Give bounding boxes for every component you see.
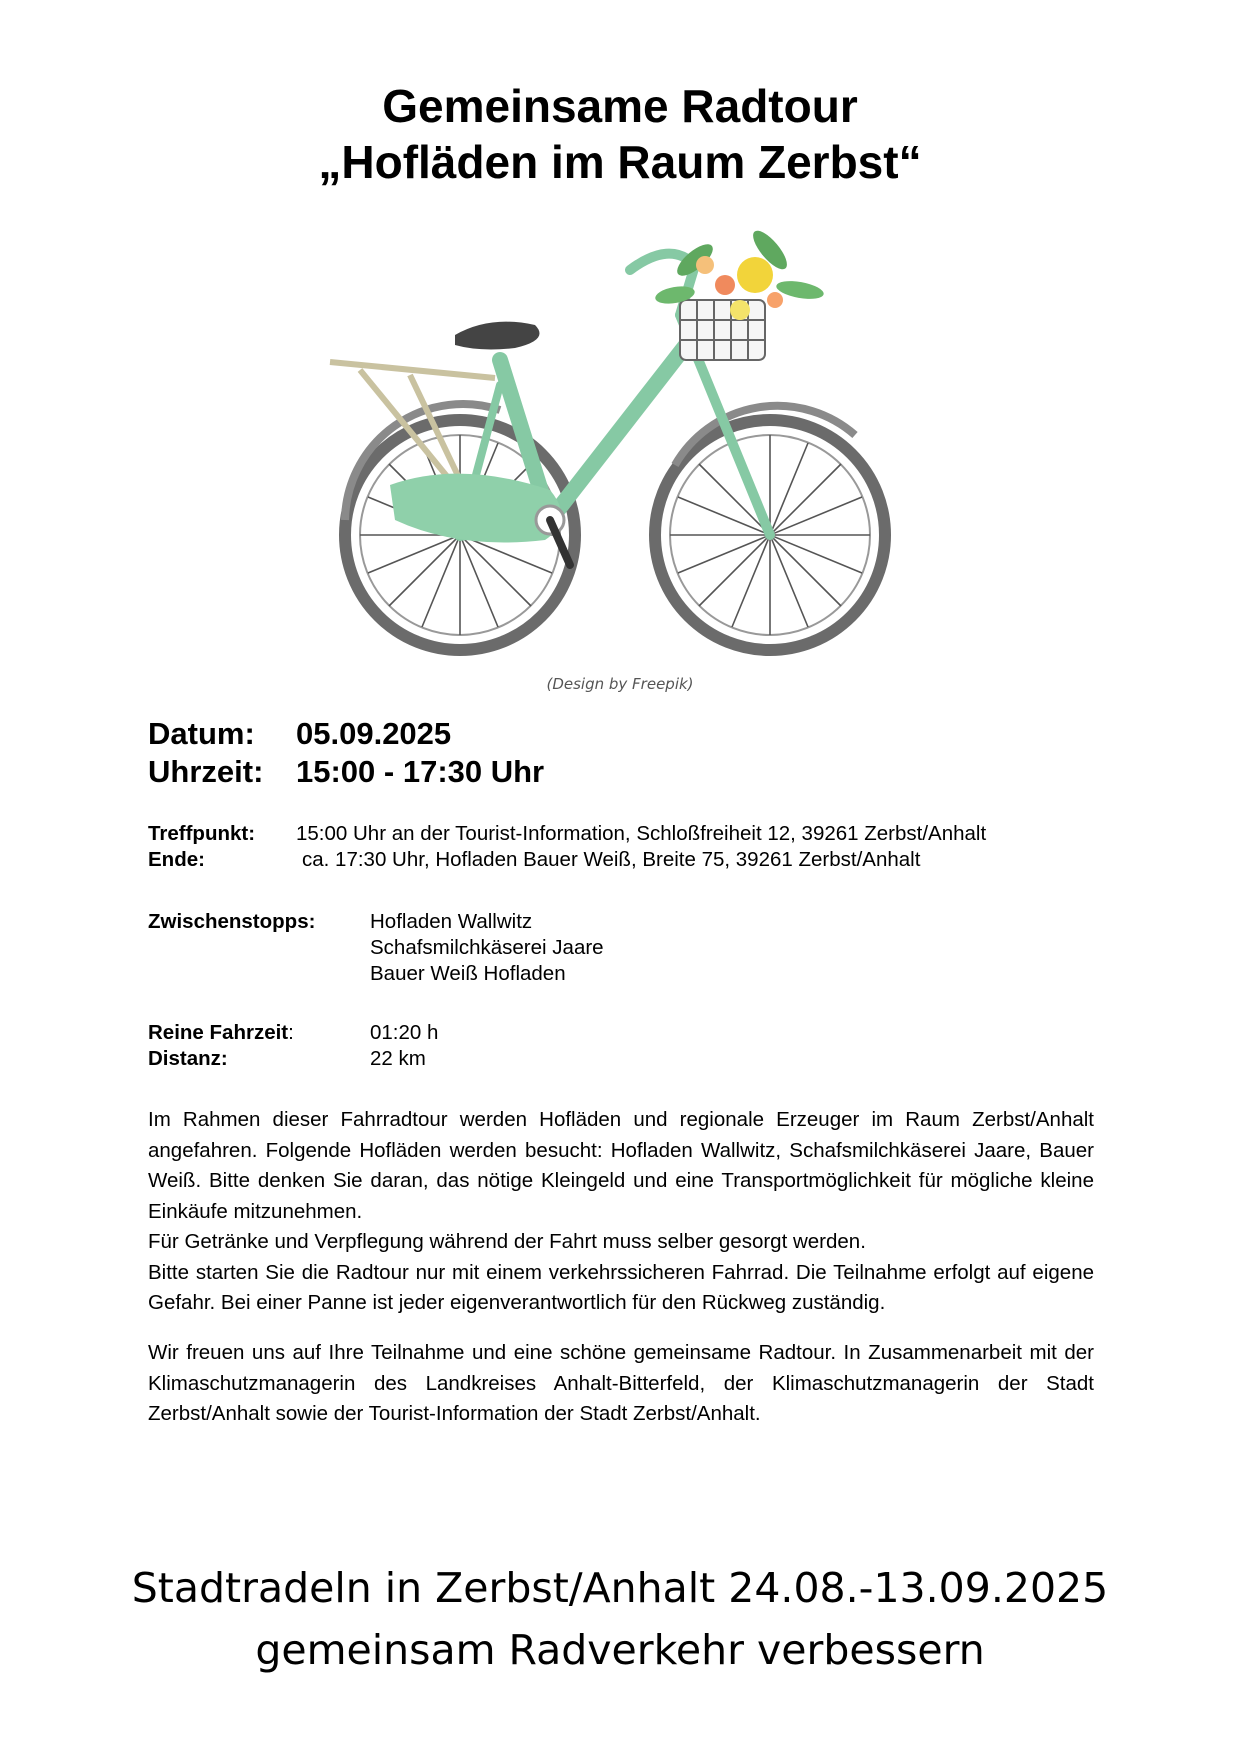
- end-row: [148, 847, 920, 873]
- date-label: Datum:: [148, 716, 255, 751]
- end-value: ca. 17:30 Uhr, Hofladen Bauer Weiß, Breite 75, 39261 Zerbst/Anhalt: [302, 848, 921, 871]
- end-label: Ende:: [148, 848, 205, 871]
- ride-time-colon: :: [288, 1021, 294, 1044]
- meeting-point-row: [148, 821, 986, 847]
- meeting-point-value: 15:00 Uhr an der Tourist-Information, Schloßfreiheit 12, 39261 Zerbst/Anhalt: [296, 822, 987, 845]
- stop-item: Hofladen Wallwitz: [370, 910, 533, 933]
- footer-line-2: gemeinsam Radverkehr verbessern: [255, 1626, 985, 1674]
- time-value: 15:00 - 17:30 Uhr: [296, 754, 545, 789]
- page-subtitle: „Hofläden im Raum Zerbst“: [318, 136, 922, 188]
- description-paragraph: Bitte starten Sie die Radtour nur mit einem verkehrssicheren Fahrrad. Die Teilnahme erfolgt auf eigene Gefahr. Bei einer Panne ist jeder eigenverantwortlich für den Rückweg zuständig.: [148, 1260, 1094, 1314]
- description-block: [148, 1105, 1094, 1319]
- basket: [680, 300, 765, 360]
- distance-value: 22 km: [370, 1047, 426, 1070]
- closing-block: [148, 1338, 1094, 1430]
- stops-list: [370, 909, 604, 987]
- bicycle-with-flower-basket-icon: [300, 220, 950, 660]
- saddle: [455, 322, 540, 350]
- ride-time-row: [148, 1020, 438, 1046]
- description-paragraph: Im Rahmen dieser Fahrradtour werden Hofläden und regionale Erzeuger im Raum Zerbst/Anhalt angefahren. Folgende Hofläden werden besucht: Hofladen Wallwitz, Schafsmilchkäserei Jaare, Bauer Weiß. Bitte denken Sie daran, das nötige Kleingeld und eine Transportmöglichkeit für mögliche kleine Einkäufe mitzunehmen.: [148, 1108, 1094, 1223]
- ride-time-label-group: [148, 1020, 370, 1046]
- date-value: 05.09.2025: [296, 716, 452, 751]
- ride-time-value: 01:20 h: [370, 1021, 439, 1044]
- time-label: Uhrzeit:: [148, 754, 264, 789]
- stops-section: [148, 909, 604, 987]
- stop-item: Bauer Weiß Hofladen: [370, 962, 566, 985]
- page-title: Gemeinsame Radtour: [382, 80, 858, 132]
- meeting-point-label: Treffpunkt:: [148, 822, 256, 845]
- date-row: [148, 715, 451, 753]
- ride-time-label: Reine Fahrzeit: [148, 1021, 289, 1044]
- footer-line-1: Stadtradeln in Zerbst/Anhalt 24.08.-13.09.2025: [131, 1564, 1109, 1612]
- closing-paragraph: Wir freuen uns auf Ihre Teilnahme und eine schöne gemeinsame Radtour. In Zusammenarbeit mit der Klimaschutzmanagerin des Landkreises Anhalt-Bitterfeld, der Klimaschutzmanagerin der Stadt Zerbst/Anhalt sowie der Tourist-Information der Stadt Zerbst/Anhalt.: [148, 1341, 1094, 1425]
- stops-label: Zwischenstopps:: [148, 910, 316, 933]
- stop-item: Schafsmilchkäserei Jaare: [370, 936, 604, 959]
- distance-label: Distanz:: [148, 1047, 228, 1070]
- image-credit: (Design by Freepik): [546, 675, 694, 693]
- time-row: [148, 753, 544, 791]
- description-paragraph: Für Getränke und Verpflegung während der Fahrt muss selber gesorgt werden.: [148, 1230, 866, 1253]
- distance-row: [148, 1046, 426, 1072]
